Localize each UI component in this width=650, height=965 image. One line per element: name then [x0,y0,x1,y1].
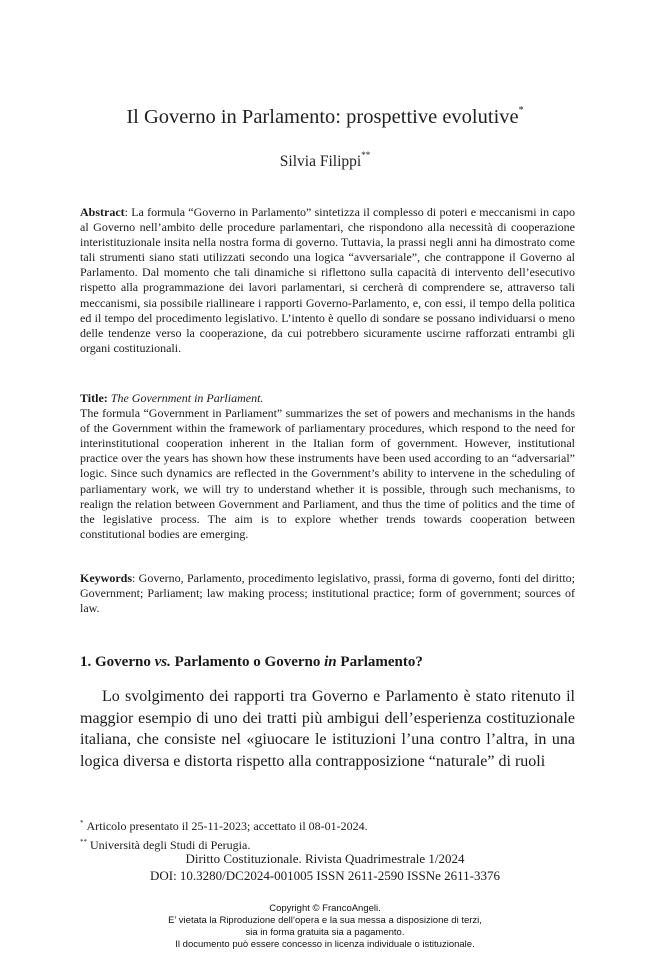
footnote-mark: * [80,819,84,827]
body-paragraph: Lo svolgimento dei rapporti tra Governo e Parlamento è stato ritenuto il maggior esempio di uno dei tratti più ambigui dell’esperienza costituzionale italiana, che consiste nel «giuocare le istituzioni l’una contro l’altra, in una logica diversa e distorta rispetto alla contrapposizione “naturale” di ruoli [80,688,575,770]
abstract-text: : La formula “Governo in Parlamento” sintetizza il complesso di poteri e meccanismi in capo al Governo nell’ambito delle procedure parlamentari, che rispondono alla necessità di cooperazione interistituzionale insita nella nostra forma di governo. Tuttavia, la prassi negli anni ha dimostrato come tali strumenti siano stati utilizzati secondo una logica “avversariale”, che contrappone il Governo al Parlamento. Dal momento che tali dinamiche si riflettono sulla capacità di intervento dell’esecutivo rispetto alla programmazione dei lavori parlamentari, si cercherà di comprendere se, attraverso tali meccanismi, sia possibile riallineare i rapporti Governo-Parlamento, e, con essi, il tempo della politica ed il tempo del procedimento legislativo. L’intento è quello di sondare se possano individuarsi o meno delle tendenze verso la cooperazione, da cui potrebbero sicuramente uscirne rafforzati entrambi gli organi costituzionali. [80,205,575,355]
keywords-text: : Governo, Parlamento, procedimento legislativo, prassi, forma di governo, fonti del diritto; Government; Parliament; law making process; institutional practice; form of government; sources of law. [80,571,575,616]
copyright-line: E’ vietata la Riproduzione dell’opera e la sua messa a disposizione di terzi, [168,915,482,926]
author-line [0,145,650,172]
footnote-mark: ** [80,838,87,846]
keywords-label: Keywords [80,571,132,585]
english-abstract-text: The formula “Government in Parliament” summarizes the set of powers and mechanisms in the hands of the Government within the framework of parliamentary procedures, which respond to the need for interinstitutional cooperation inherent in the Italian form of government. However, institutional practice over the years has shown how these instruments have been used according to an “adversarial” logic. Since such dynamics are reflected in the Government’s ability to intervene in the scheduling of parliamentary work, we will try to understand whether it is possible, through such mechanisms, to realign the relation between Government and Parliament, and thus the time of politics and the time of the legislative process. The aim is to explore whether trends towards cooperation between constitutional bodies are emerging. [80,406,575,541]
author-footnote-mark: ** [361,150,371,160]
article-title [0,98,650,130]
journal-info [0,851,650,884]
author-name: Silvia Filippi [279,153,362,170]
english-abstract [80,391,575,542]
english-title: The Government in Parliament. [110,391,264,405]
section-heading-part: Governo [95,654,151,670]
section-heading [80,652,575,672]
keywords [80,571,575,616]
footnotes [80,815,575,853]
abstract [80,205,575,356]
section-heading-part: Parlamento? [340,654,423,670]
footnote-text: Università degli Studi di Perugia. [90,838,251,852]
english-title-label: Title: [80,391,108,405]
copyright-line: Il documento può essere concesso in licenza individuale o istituzionale. [175,939,475,950]
section-heading-italic: vs. [154,654,171,670]
section-heading-part: Parlamento o Governo [174,654,321,670]
copyright-line: sia in forma gratuita sia a pagamento. [245,927,405,938]
section-heading-italic: in [324,654,337,670]
footnote [80,815,575,834]
section-number: 1. [80,654,92,670]
footnote-text: Articolo presentato il 25-11-2023; accettato il 08-01-2024. [86,819,368,833]
abstract-label: Abstract [80,205,125,219]
journal-doi: DOI: 10.3280/DC2024-001005 ISSN 2611-2590 ISSNe 2611-3376 [149,867,501,883]
article-title-text: Il Governo in Parlamento: prospettive evolutive [126,106,519,128]
copyright-line: Copyright © FrancoAngeli. [269,903,381,914]
copyright-notice [0,903,650,951]
title-footnote-mark: * [518,105,524,116]
journal-name: Diritto Costituzionale. Rivista Quadrimestrale 1/2024 [185,851,465,866]
